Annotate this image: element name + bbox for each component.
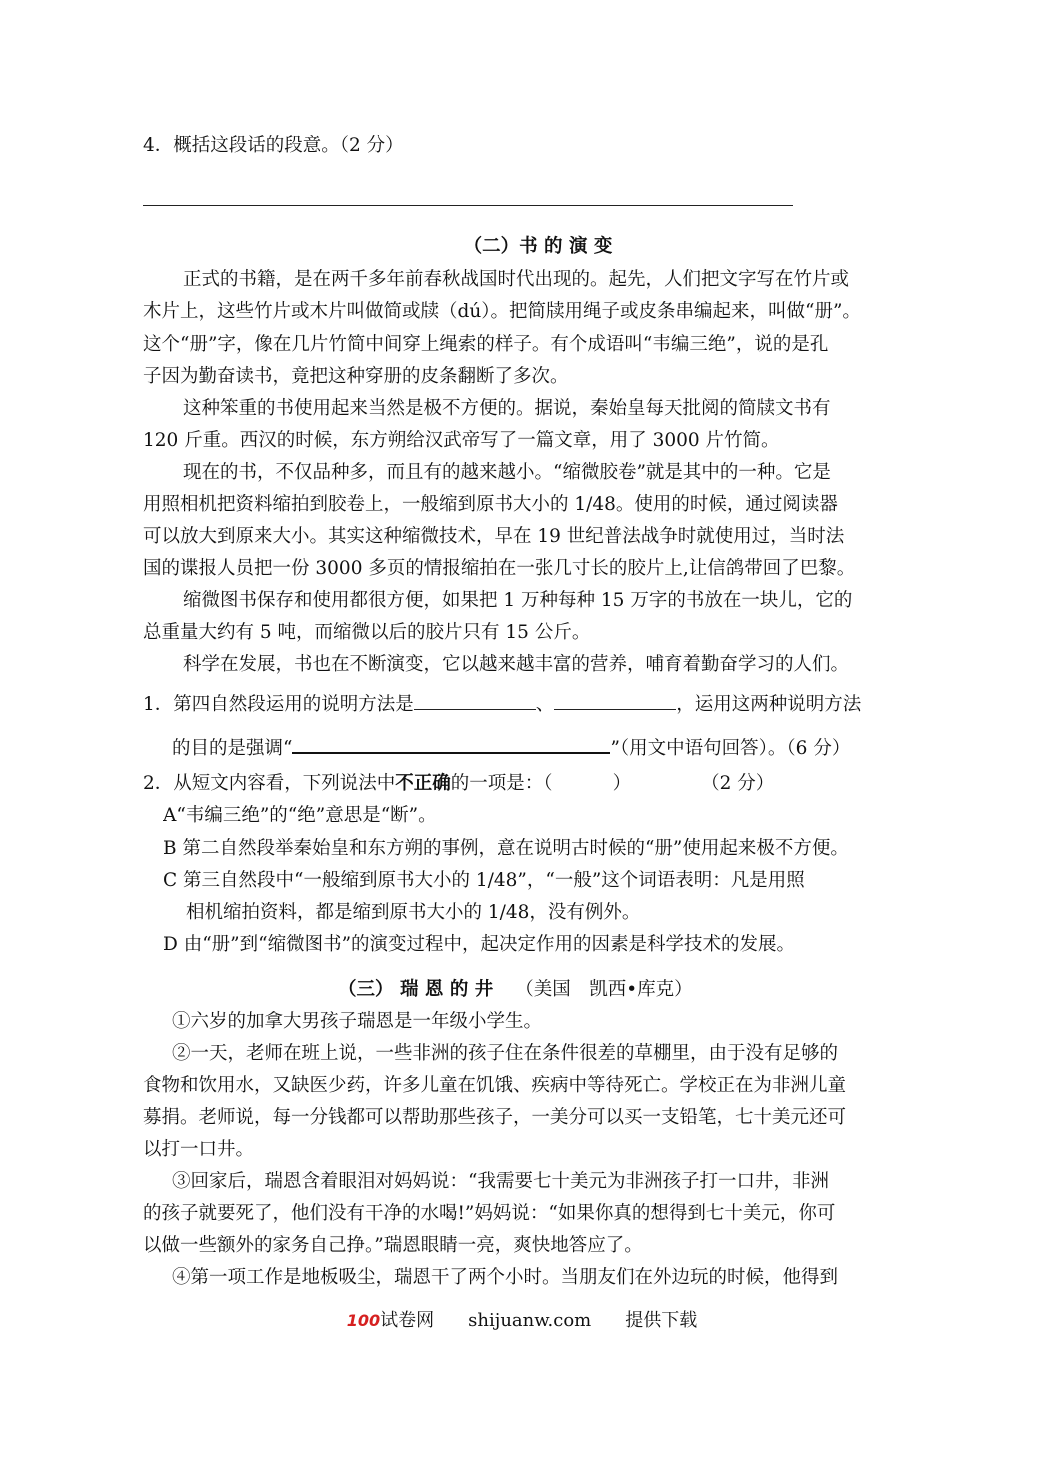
s2-paragraph-line: 这种笨重的书使用起来当然是极不方便的。据说，秦始皇每天批阅的简牍文书有 — [183, 398, 831, 419]
site-domain[interactable]: shijuanw.com — [468, 1310, 592, 1331]
option-b: B 第二自然段举秦始皇和东方朔的事例，意在说明古时候的“册”使用起来极不方便。 — [163, 838, 849, 859]
section-2-title: （二）书 的 演 变 — [463, 236, 613, 257]
s3-paragraph-line: ①六岁的加拿大男孩子瑞恩是一年级小学生。 — [172, 1011, 543, 1032]
q2-text-3: ） — [612, 773, 632, 794]
s3-paragraph-line: 以打一口井。 — [143, 1139, 255, 1160]
s2-paragraph-line: 用照相机把资料缩拍到胶卷上，一般缩到原书大小的 1/48。使用的时候，通过阅读器 — [143, 494, 838, 515]
s2-paragraph-line: 正式的书籍，是在两千多年前春秋战国时代出现的。起先，人们把文字写在竹片或 — [183, 269, 850, 290]
option-c-cont: 相机缩拍资料，都是缩到原书大小的 1/48，没有例外。 — [186, 902, 641, 923]
s2-paragraph-line: 国的谍报人员把一份 3000 多页的情报缩拍在一张几寸长的胶片上,让信鸽带回了巴黎。 — [143, 558, 856, 579]
q2-text: 2．从短文内容看，下列说法中 — [143, 773, 396, 794]
q1-blank-3[interactable] — [292, 734, 610, 754]
page-footer — [0, 1305, 1044, 1337]
section-3-heading — [338, 974, 838, 1006]
s2-paragraph-line: 总重量大约有 5 吨，而缩微以后的胶片只有 15 公斤。 — [143, 622, 591, 643]
section-3-author: （美国 凯西•库克） — [515, 979, 693, 1000]
q1-separator: 、 — [535, 694, 555, 715]
q1-text-3: 的目的是强调“ — [172, 738, 293, 759]
option-c: C 第三自然段中“一般缩到原书大小的 1/48”，“一般”这个词语表明：凡是用照 — [163, 870, 805, 891]
s2-question-2 — [143, 768, 933, 800]
s3-paragraph-line: 的孩子就要死了，他们没有干净的水喝!”妈妈说：“如果你真的想得到七十美元，你可 — [143, 1203, 836, 1224]
s2-question-1 — [143, 689, 933, 721]
q2-emphasis: 不正确 — [395, 773, 451, 794]
option-d: D 由“册”到“缩微图书”的演变过程中，起决定作用的因素是科学技术的发展。 — [163, 934, 796, 955]
q1-text-2: ，运用这两种说明方法 — [676, 694, 862, 715]
answer-line — [143, 205, 793, 206]
s2-question-1-cont — [172, 733, 933, 765]
s3-paragraph-line: 以做一些额外的家务自己挣。”瑞恩眼睛一亮，爽快地答应了。 — [143, 1235, 643, 1256]
site-name: 试卷网 — [380, 1310, 435, 1331]
s2-paragraph-line: 子因为勤奋读书，竟把这种穿册的皮条翻断了多次。 — [143, 366, 569, 387]
q1-blank-1[interactable] — [414, 691, 536, 710]
option-a: A“韦编三绝”的“绝”意思是“断”。 — [163, 805, 437, 826]
s3-paragraph-line: 募捐。老师说，每一分钱都可以帮助那些孩子，一美分可以买一支铅笔，七十美元还可 — [143, 1107, 847, 1128]
s2-paragraph-line: 可以放大到原来大小。其实这种缩微技术，早在 19 世纪普法战争时就使用过，当时法 — [143, 526, 845, 547]
s2-paragraph-line: 科学在发展，书也在不断演变，它以越来越丰富的营养，哺育着勤奋学习的人们。 — [183, 654, 850, 675]
question-4: 4．概括这段话的段意。（2 分） — [143, 135, 404, 156]
s3-paragraph-line: ②一天，老师在班上说，一些非洲的孩子住在条件很差的草棚里，由于没有足够的 — [172, 1043, 839, 1064]
section-3-title: （三） 瑞 恩 的 井 — [338, 979, 494, 1000]
s2-paragraph-line: 这个“册”字，像在几片竹简中间穿上绳索的样子。有个成语叫“韦编三绝”，说的是孔 — [143, 334, 829, 355]
s3-paragraph-line: ④第一项工作是地板吸尘，瑞恩干了两个小时。当朋友们在外边玩的时候，他得到 — [172, 1267, 839, 1288]
q2-score: （2 分） — [701, 773, 775, 794]
s2-paragraph-line: 120 斤重。西汉的时候，东方朔给汉武帝写了一篇文章，用了 3000 片竹简。 — [143, 430, 780, 451]
q2-text-2: 的一项是：（ — [450, 773, 553, 794]
q1-text-4: ”（用文中语句回答）。（6 分） — [610, 738, 851, 759]
s2-paragraph-line: 木片上，这些竹片或木片叫做简或牍（dú）。把简牍用绳子或皮条串编起来，叫做“册”。 — [143, 301, 861, 322]
download-text: 提供下载 — [625, 1310, 698, 1331]
s2-paragraph-line: 现在的书，不仅品种多，而且有的越来越小。“缩微胶卷”就是其中的一种。它是 — [183, 462, 831, 483]
s3-paragraph-line: 食物和饮用水，又缺医少药，许多儿童在饥饿、疾病中等待死亡。学校正在为非洲儿童 — [143, 1075, 847, 1096]
q1-blank-2[interactable] — [554, 691, 676, 710]
site-logo: 100 — [346, 1311, 381, 1330]
s3-paragraph-line: ③回家后，瑞恩含着眼泪对妈妈说：“我需要七十美元为非洲孩子打一口井，非洲 — [172, 1171, 829, 1192]
s2-paragraph-line: 缩微图书保存和使用都很方便，如果把 1 万种每种 15 万字的书放在一块儿，它的 — [183, 590, 853, 611]
q1-text: 1．第四自然段运用的说明方法是 — [143, 694, 414, 715]
